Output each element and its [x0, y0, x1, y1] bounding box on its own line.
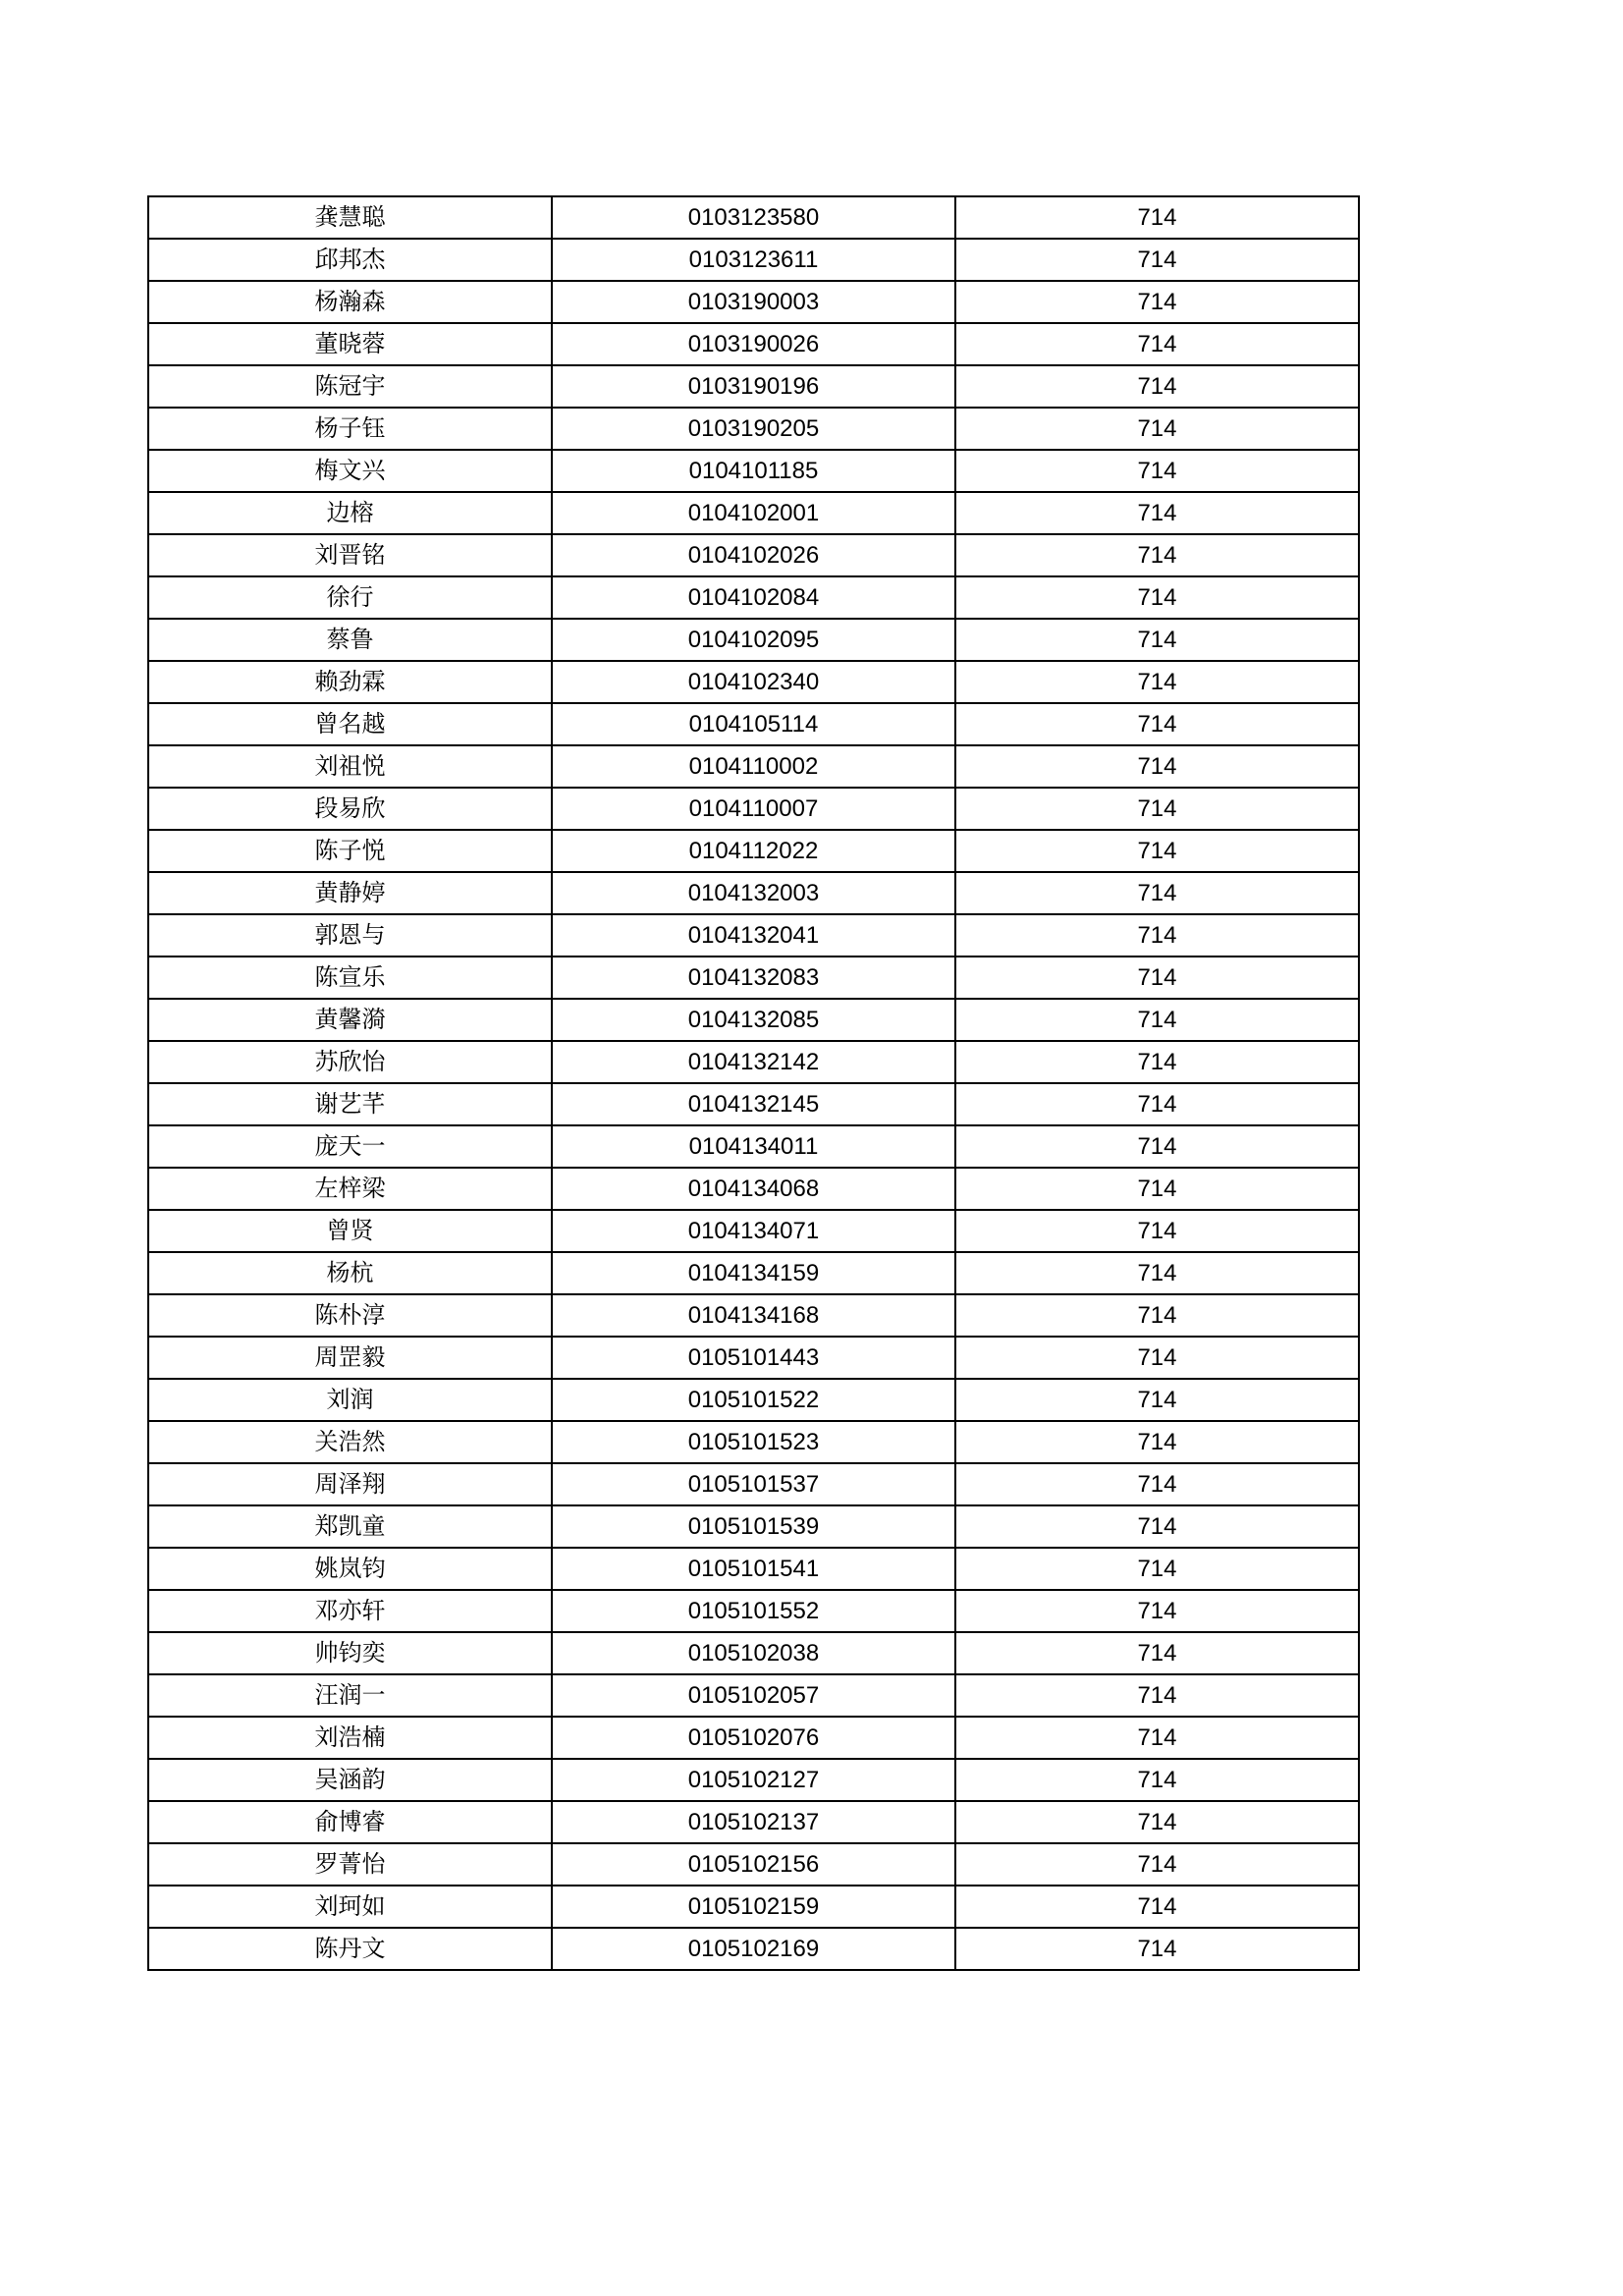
id-cell: 0103123580: [552, 196, 955, 239]
name-cell: 曾贤: [148, 1210, 552, 1252]
id-cell: 0105102038: [552, 1632, 955, 1674]
table-row: [148, 1463, 1359, 1505]
name-cell: 曾名越: [148, 703, 552, 745]
table-row: [148, 914, 1359, 957]
name-cell: 陈朴淳: [148, 1294, 552, 1337]
score-cell: 714: [955, 534, 1359, 576]
table-row: [148, 450, 1359, 492]
score-cell: 714: [955, 1252, 1359, 1294]
table-row: [148, 1210, 1359, 1252]
id-cell: 0104102084: [552, 576, 955, 619]
id-cell: 0105101537: [552, 1463, 955, 1505]
table-row: [148, 1294, 1359, 1337]
table-row: [148, 408, 1359, 450]
id-cell: 0104134071: [552, 1210, 955, 1252]
table-row: [148, 788, 1359, 830]
name-cell: 周罡毅: [148, 1337, 552, 1379]
id-cell: 0103190026: [552, 323, 955, 365]
table-row: [148, 1674, 1359, 1717]
name-cell: 黄静婷: [148, 872, 552, 914]
id-cell: 0104101185: [552, 450, 955, 492]
table-row: [148, 1590, 1359, 1632]
table-row: [148, 1843, 1359, 1886]
score-cell: 714: [955, 408, 1359, 450]
name-cell: 杨子钰: [148, 408, 552, 450]
score-cell: 714: [955, 1928, 1359, 1970]
table-row: [148, 830, 1359, 872]
name-cell: 杨杭: [148, 1252, 552, 1294]
id-cell: 0104134011: [552, 1125, 955, 1168]
table-row: [148, 1379, 1359, 1421]
name-cell: 帅钧奕: [148, 1632, 552, 1674]
name-cell: 邓亦轩: [148, 1590, 552, 1632]
id-cell: 0103190196: [552, 365, 955, 408]
name-cell: 邱邦杰: [148, 239, 552, 281]
table-row: [148, 745, 1359, 788]
name-cell: 龚慧聪: [148, 196, 552, 239]
name-cell: 姚岚钧: [148, 1548, 552, 1590]
id-cell: 0105101541: [552, 1548, 955, 1590]
id-cell: 0104132145: [552, 1083, 955, 1125]
table-row: [148, 1083, 1359, 1125]
id-cell: 0104102340: [552, 661, 955, 703]
score-cell: 714: [955, 1041, 1359, 1083]
name-cell: 梅文兴: [148, 450, 552, 492]
score-cell: 714: [955, 1505, 1359, 1548]
table-row: [148, 365, 1359, 408]
id-cell: 0104102026: [552, 534, 955, 576]
table-row: [148, 661, 1359, 703]
score-cell: 714: [955, 1168, 1359, 1210]
id-cell: 0104132003: [552, 872, 955, 914]
table-row: [148, 1337, 1359, 1379]
score-cell: 714: [955, 1674, 1359, 1717]
table-row: [148, 239, 1359, 281]
score-cell: 714: [955, 661, 1359, 703]
score-cell: 714: [955, 1294, 1359, 1337]
score-cell: 714: [955, 450, 1359, 492]
id-cell: 0105102076: [552, 1717, 955, 1759]
score-cell: 714: [955, 872, 1359, 914]
id-cell: 0104132142: [552, 1041, 955, 1083]
score-cell: 714: [955, 239, 1359, 281]
id-cell: 0104110007: [552, 788, 955, 830]
id-cell: 0104132085: [552, 999, 955, 1041]
table-row: [148, 703, 1359, 745]
table-row: [148, 957, 1359, 999]
table-row: [148, 999, 1359, 1041]
name-cell: 陈宣乐: [148, 957, 552, 999]
table-row: [148, 1252, 1359, 1294]
id-cell: 0104112022: [552, 830, 955, 872]
id-cell: 0105102137: [552, 1801, 955, 1843]
score-cell: 714: [955, 1083, 1359, 1125]
table-row: [148, 1632, 1359, 1674]
name-cell: 刘浩楠: [148, 1717, 552, 1759]
name-cell: 段易欣: [148, 788, 552, 830]
score-cell: 714: [955, 619, 1359, 661]
id-cell: 0104134168: [552, 1294, 955, 1337]
name-cell: 刘晋铭: [148, 534, 552, 576]
name-cell: 刘润: [148, 1379, 552, 1421]
table-row: [148, 1041, 1359, 1083]
score-table-body: [148, 196, 1359, 1970]
id-cell: 0105102159: [552, 1886, 955, 1928]
id-cell: 0105101539: [552, 1505, 955, 1548]
score-cell: 714: [955, 323, 1359, 365]
name-cell: 吴涵韵: [148, 1759, 552, 1801]
score-cell: 714: [955, 1886, 1359, 1928]
name-cell: 郑凯童: [148, 1505, 552, 1548]
score-cell: 714: [955, 1590, 1359, 1632]
score-cell: 714: [955, 365, 1359, 408]
table-row: [148, 1801, 1359, 1843]
id-cell: 0105101523: [552, 1421, 955, 1463]
id-cell: 0104102001: [552, 492, 955, 534]
name-cell: 俞博睿: [148, 1801, 552, 1843]
score-cell: 714: [955, 1717, 1359, 1759]
table-row: [148, 492, 1359, 534]
score-cell: 714: [955, 788, 1359, 830]
id-cell: 0104134159: [552, 1252, 955, 1294]
score-cell: 714: [955, 1801, 1359, 1843]
table-row: [148, 576, 1359, 619]
name-cell: 杨瀚森: [148, 281, 552, 323]
id-cell: 0104132083: [552, 957, 955, 999]
id-cell: 0103123611: [552, 239, 955, 281]
score-cell: 714: [955, 1632, 1359, 1674]
name-cell: 徐行: [148, 576, 552, 619]
id-cell: 0104132041: [552, 914, 955, 957]
name-cell: 刘祖悦: [148, 745, 552, 788]
id-cell: 0104102095: [552, 619, 955, 661]
table-row: [148, 1759, 1359, 1801]
name-cell: 黄馨漪: [148, 999, 552, 1041]
score-cell: 714: [955, 1337, 1359, 1379]
id-cell: 0105101522: [552, 1379, 955, 1421]
table-row: [148, 1421, 1359, 1463]
name-cell: 陈子悦: [148, 830, 552, 872]
score-cell: 714: [955, 1463, 1359, 1505]
score-cell: 714: [955, 576, 1359, 619]
id-cell: 0104110002: [552, 745, 955, 788]
name-cell: 关浩然: [148, 1421, 552, 1463]
score-cell: 714: [955, 281, 1359, 323]
table-row: [148, 1886, 1359, 1928]
id-cell: 0103190205: [552, 408, 955, 450]
table-row: [148, 1717, 1359, 1759]
name-cell: 郭恩与: [148, 914, 552, 957]
score-cell: 714: [955, 1759, 1359, 1801]
table-row: [148, 534, 1359, 576]
table-row: [148, 196, 1359, 239]
name-cell: 边榕: [148, 492, 552, 534]
score-cell: 714: [955, 1548, 1359, 1590]
name-cell: 罗菁怡: [148, 1843, 552, 1886]
name-cell: 董晓蓉: [148, 323, 552, 365]
name-cell: 苏欣怡: [148, 1041, 552, 1083]
table-row: [148, 1505, 1359, 1548]
score-cell: 714: [955, 999, 1359, 1041]
name-cell: 赖劲霖: [148, 661, 552, 703]
id-cell: 0105101552: [552, 1590, 955, 1632]
score-cell: 714: [955, 1421, 1359, 1463]
id-cell: 0105101443: [552, 1337, 955, 1379]
id-cell: 0103190003: [552, 281, 955, 323]
name-cell: 陈丹文: [148, 1928, 552, 1970]
table-row: [148, 281, 1359, 323]
id-cell: 0104105114: [552, 703, 955, 745]
table-row: [148, 1928, 1359, 1970]
score-cell: 714: [955, 1843, 1359, 1886]
score-cell: 714: [955, 830, 1359, 872]
name-cell: 汪润一: [148, 1674, 552, 1717]
score-cell: 714: [955, 1379, 1359, 1421]
score-cell: 714: [955, 914, 1359, 957]
name-cell: 刘珂如: [148, 1886, 552, 1928]
name-cell: 谢艺芊: [148, 1083, 552, 1125]
name-cell: 庞天一: [148, 1125, 552, 1168]
score-cell: 714: [955, 1210, 1359, 1252]
score-cell: 714: [955, 745, 1359, 788]
table-row: [148, 872, 1359, 914]
score-cell: 714: [955, 196, 1359, 239]
id-cell: 0105102057: [552, 1674, 955, 1717]
table-row: [148, 1125, 1359, 1168]
score-cell: 714: [955, 703, 1359, 745]
score-table: [147, 195, 1360, 1971]
id-cell: 0104134068: [552, 1168, 955, 1210]
table-row: [148, 619, 1359, 661]
id-cell: 0105102127: [552, 1759, 955, 1801]
name-cell: 周泽翔: [148, 1463, 552, 1505]
table-row: [148, 1548, 1359, 1590]
score-cell: 714: [955, 957, 1359, 999]
table-row: [148, 1168, 1359, 1210]
score-cell: 714: [955, 492, 1359, 534]
id-cell: 0105102156: [552, 1843, 955, 1886]
name-cell: 陈冠宇: [148, 365, 552, 408]
id-cell: 0105102169: [552, 1928, 955, 1970]
score-cell: 714: [955, 1125, 1359, 1168]
name-cell: 蔡鲁: [148, 619, 552, 661]
table-row: [148, 323, 1359, 365]
name-cell: 左梓梁: [148, 1168, 552, 1210]
